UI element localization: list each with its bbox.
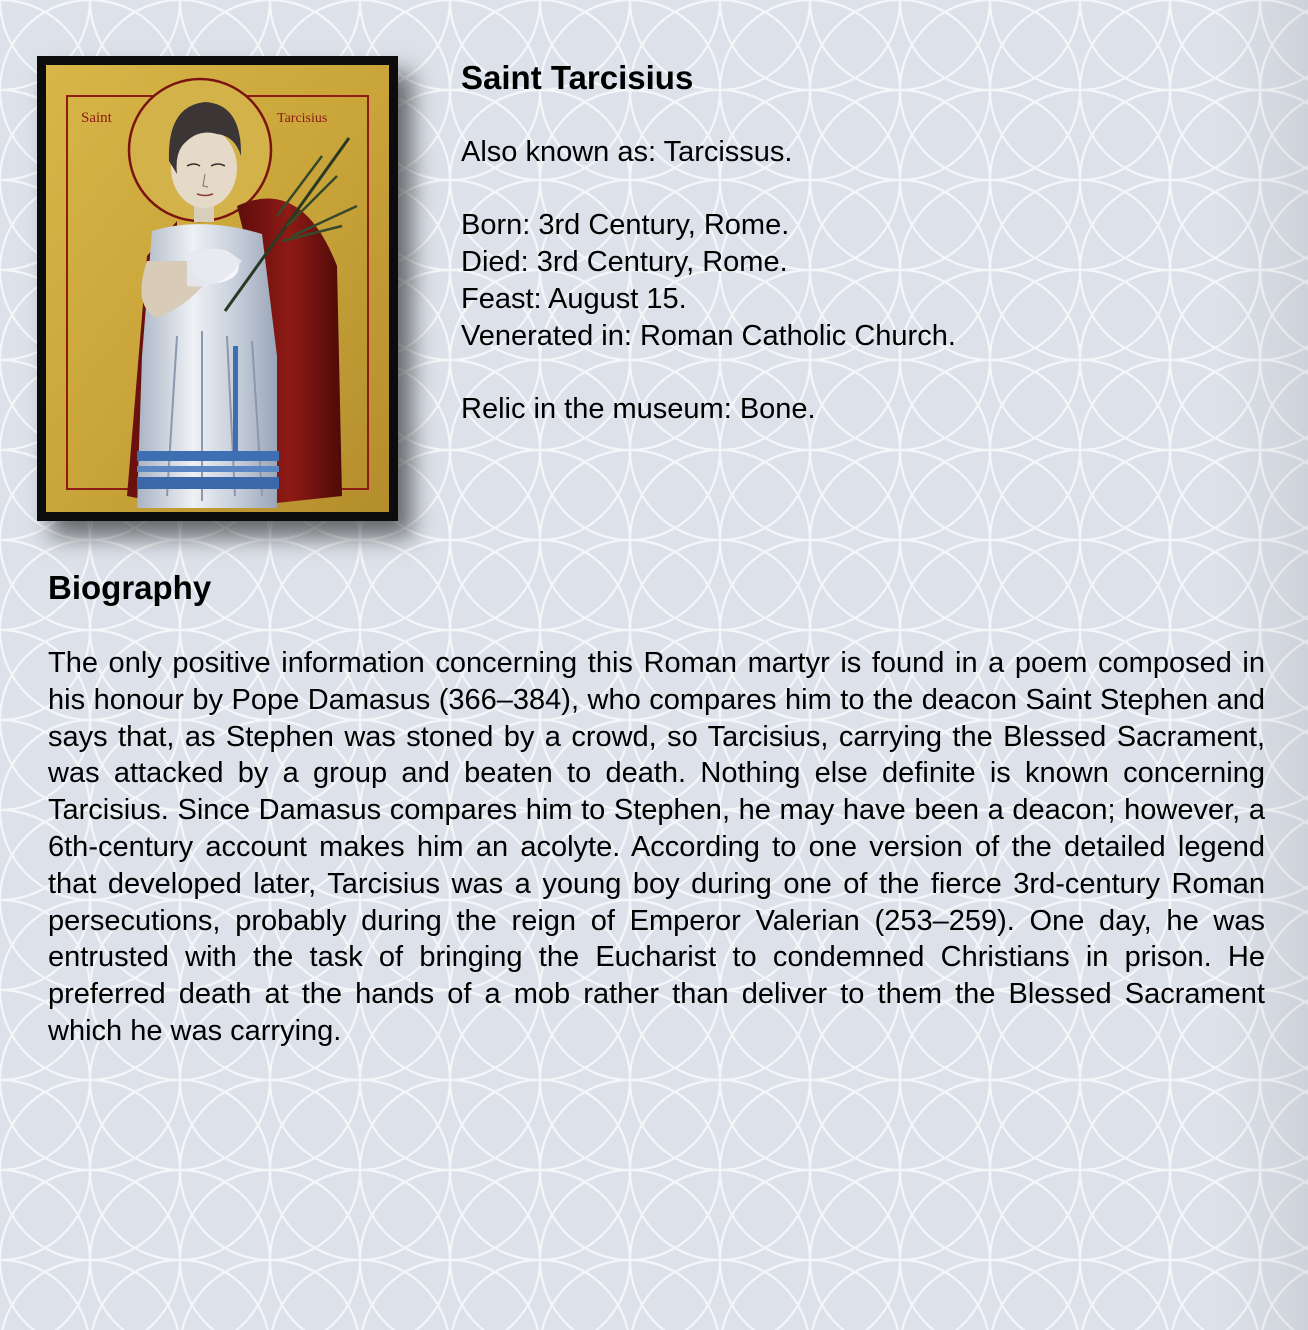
saint-name-title: Saint Tarcisius [461, 59, 694, 96]
relic-info: Relic in the museum: Bone. [461, 393, 816, 425]
biography-text: The only positive information concerning this Roman martyr is found in a poem composed in his honour by Pope Damasus (366–384), who compares him to the deacon Saint Stephen and says that, as Stephen was stoned by a crowd, so Tarcisius, carrying the Blessed Sacrament, was attacked by a group and beaten to death. Nothing else definite is known concerning Tarcisius. Since Damasus compares him to Stephen, he may have been a deacon; however, a 6th-century account makes him an acolyte. According to one version of the detailed legend that developed later, Tarcisius was a young boy during one of the fierce 3rd-century Roman persecutions, probably during the reign of Emperor Valerian (253–259). One day, he was entrusted with the task of bringing the Eucharist to condemned Christians in prison. He preferred death at the hands of a mob rather than deliver to them the Blessed Sacrament which he was carrying. [48, 647, 1265, 1047]
feast-info: Feast: August 15. [461, 283, 687, 315]
biography-heading: Biography [48, 569, 212, 606]
icon-label-tarcisius: Tarcisius [277, 111, 328, 126]
icon-painting [37, 56, 398, 521]
also-known-as: Also known as: Tarcissus. [461, 136, 793, 168]
venerated-in-info: Venerated in: Roman Catholic Church. [461, 320, 956, 352]
died-info: Died: 3rd Century, Rome. [461, 246, 788, 278]
saint-icon-image [37, 56, 398, 521]
saint-info-panel [461, 58, 1281, 428]
born-info: Born: 3rd Century, Rome. [461, 209, 790, 241]
icon-label-saint: Saint [81, 110, 112, 126]
